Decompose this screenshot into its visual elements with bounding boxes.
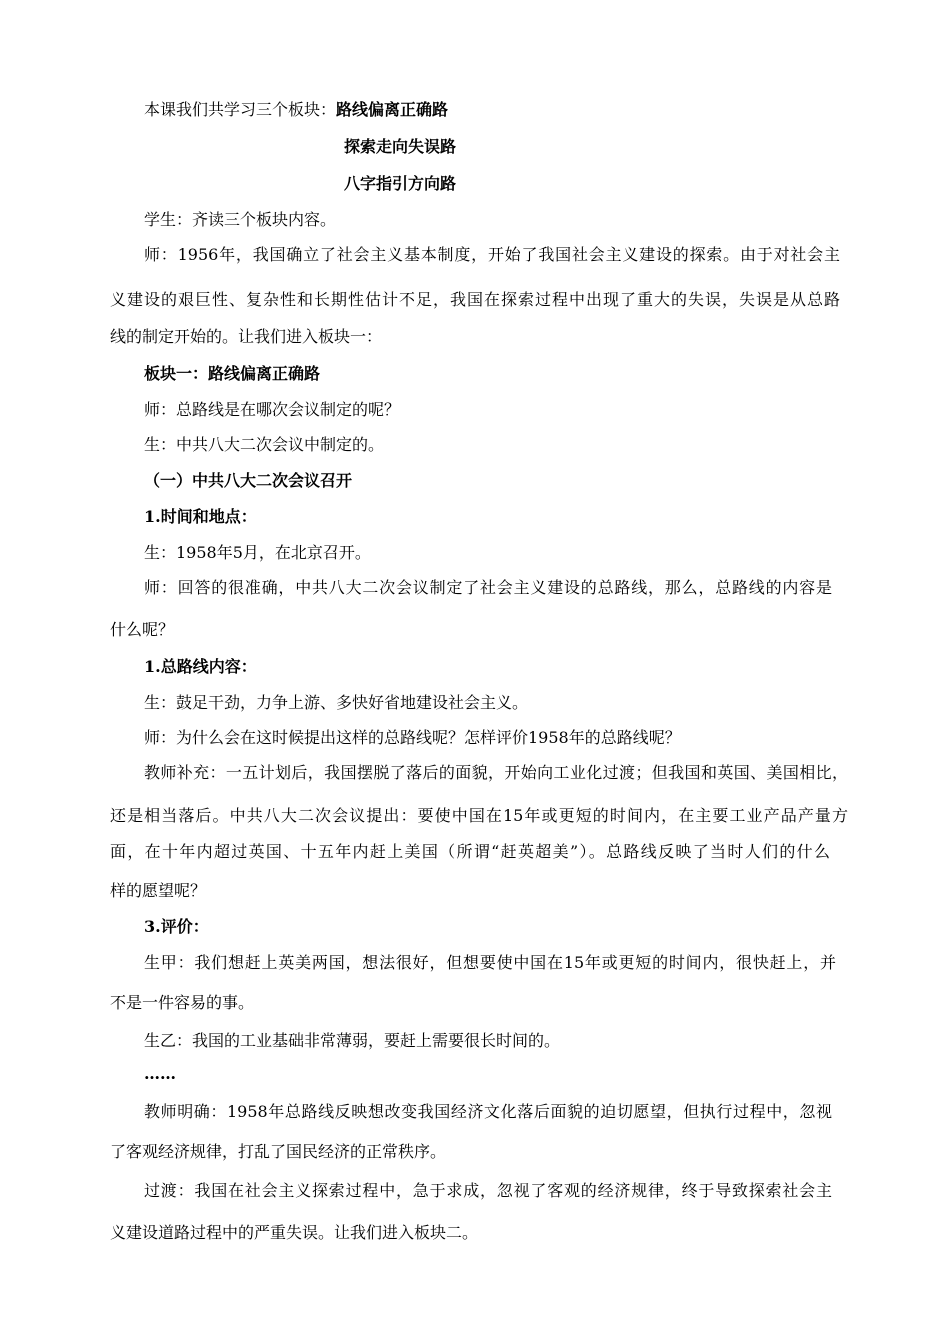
paragraph-line: 面，在十年内超过英国、十五年内赶上美国（所谓“赶英超美”）。总路线反映了当时人们的什么 (110, 842, 830, 861)
paragraph: 生：1958年5月，在北京召开。 (144, 543, 371, 562)
paragraph-line: 样的愿望呢？ (110, 881, 207, 900)
paragraph-line: 过渡：我国在社会主义探索过程中，急于求成，忽视了客观的经济规律，终于导致探索社会主 (144, 1181, 832, 1200)
paragraph-line: 义建设的艰巨性、复杂性和长期性估计不足，我国在探索过程中出现了重大的失误，失误是从总路 (110, 290, 840, 309)
paragraph-line: 不是一件容易的事。 (110, 993, 255, 1012)
subsection-heading: （一）中共八大二次会议召开 (144, 471, 353, 490)
paragraph-line: 师：1956年，我国确立了社会主义基本制度，开始了我国社会主义建设的探索。由于对社会主 (144, 245, 840, 264)
paragraph: 师：为什么会在这时候提出这样的总路线呢？怎样评价1958年的总路线呢？ (144, 728, 681, 747)
paragraph-line: 教师补充：一五计划后，我国摆脱了落后的面貌，开始向工业化过渡；但我国和英国、美国相比， (144, 763, 848, 782)
paragraph: 师：总路线是在哪次会议制定的呢？ (144, 400, 401, 419)
paragraph-line: 师：回答的很准确，中共八大二次会议制定了社会主义建设的总路线，那么，总路线的内容是 (144, 578, 832, 597)
paragraph: 学生：齐读三个板块内容。 (144, 210, 337, 229)
paragraph-line: 了客观经济规律，打乱了国民经济的正常秩序。 (110, 1142, 447, 1161)
item-heading: 3.评价： (144, 917, 209, 936)
paragraph-line: 教师明确：1958年总路线反映想改变我国经济文化落后面貌的迫切愿望，但执行过程中，忽视 (144, 1102, 832, 1121)
item-heading: 1.时间和地点： (144, 507, 257, 526)
paragraph-line: 什么呢？ (110, 620, 175, 639)
paragraph-line: 义建设道路过程中的严重失误。让我们进入板块二。 (110, 1223, 479, 1242)
intro-prefix: 本课我们共学习三个板块： (144, 100, 337, 119)
module-1-title: 路线偏离正确路 (336, 100, 449, 119)
intro-line (144, 100, 448, 120)
paragraph: 生：中共八大二次会议中制定的。 (144, 435, 385, 454)
section-heading: 板块一：路线偏离正确路 (144, 364, 321, 383)
module-3-title: 八字指引方向路 (344, 174, 457, 193)
paragraph: 生乙：我国的工业基础非常薄弱，要赶上需要很长时间的。 (144, 1031, 561, 1050)
paragraph-line: 还是相当落后。中共八大二次会议提出：要使中国在15年或更短的时间内，在主要工业产品产量方 (110, 806, 848, 825)
paragraph-line: 线的制定开始的。让我们进入板块一： (110, 327, 383, 346)
paragraph: 生：鼓足干劲，力争上游、多快好省地建设社会主义。 (144, 693, 529, 712)
paragraph-line: 生甲：我们想赶上英美两国，想法很好，但想要使中国在15年或更短的时间内，很快赶上，并 (144, 953, 836, 972)
module-2-title: 探索走向失误路 (344, 137, 457, 156)
ellipsis: …… (144, 1064, 176, 1083)
item-heading: 1.总路线内容： (144, 657, 257, 676)
